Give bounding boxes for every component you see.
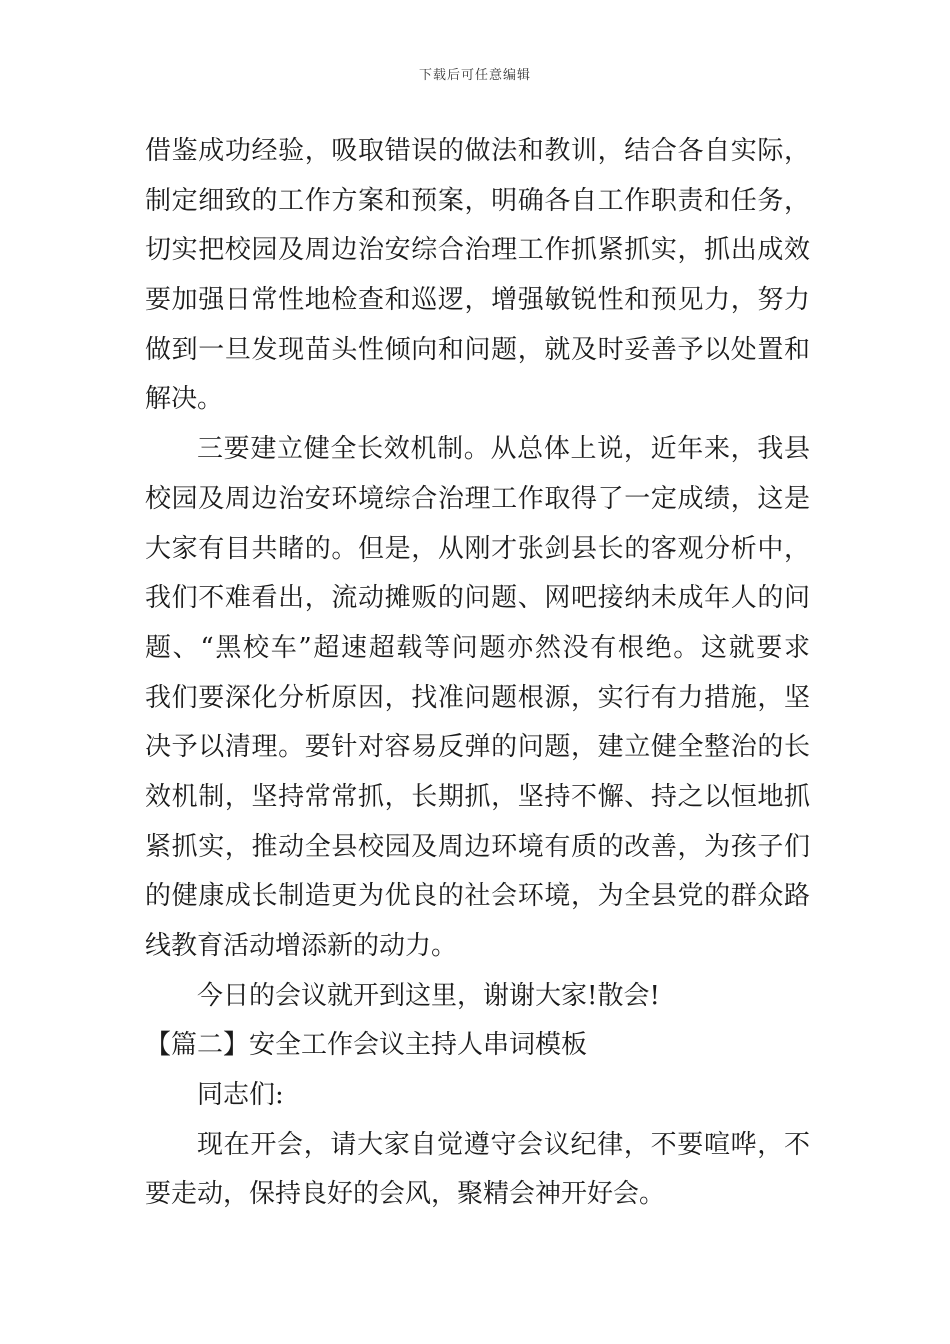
paragraph-line: 紧抓实，推动全县校园及周边环境有质的改善，为孩子们 (145, 831, 810, 862)
paragraph-line: 做到一旦发现苗头性倾向和问题，就及时妥善予以处置和 (145, 334, 810, 365)
section-heading: 【篇二】安全工作会议主持人串词模板 (145, 1030, 588, 1061)
paragraph-line: 决予以清理。要针对容易反弹的问题，建立健全整治的长 (145, 732, 810, 763)
paragraph-line: 的健康成长制造更为优良的社会环境，为全县党的群众路 (145, 881, 810, 912)
paragraph-line: 我们要深化分析原因，找准问题根源，实行有力措施，坚 (145, 682, 810, 713)
closing-remark: 今日的会议就开到这里，谢谢大家!散会! (197, 980, 660, 1011)
paragraph-first-line: 现在开会，请大家自觉遵守会议纪律，不要喧哗，不 (197, 1129, 810, 1160)
paragraph-line: 要走动，保持良好的会风，聚精会神开好会。 (145, 1179, 666, 1210)
paragraph-line: 切实把校园及周边治安综合治理工作抓紧抓实，抓出成效 (145, 235, 810, 266)
paragraph-line: 题、“黑校车”超速超载等问题亦然没有根绝。这就要求 (145, 632, 810, 663)
salutation: 同志们: (197, 1080, 284, 1111)
paragraph-line: 线教育活动增添新的动力。 (145, 931, 458, 961)
paragraph-line: 效机制，坚持常常抓，长期抓，坚持不懈、持之以恒地抓 (145, 781, 810, 812)
paragraph-line: 大家有目共睹的。但是，从刚才张剑县长的客观分析中， (145, 533, 810, 564)
document-body (145, 127, 810, 1220)
page-header-note: 下载后可任意编辑 (418, 68, 531, 83)
paragraph-line: 校园及周边治安环境综合治理工作取得了一定成绩，这是 (145, 483, 810, 514)
paragraph-line: 要加强日常性地检查和巡逻，增强敏锐性和预见力，努力 (145, 285, 810, 316)
paragraph-line: 解决。 (145, 384, 224, 415)
paragraph-line: 借鉴成功经验，吸取错误的做法和教训，结合各自实际， (145, 136, 810, 166)
paragraph-line: 我们不难看出，流动摊贩的问题、网吧接纳未成年人的问 (145, 583, 810, 614)
paragraph-first-line: 三要建立健全长效机制。从总体上说，近年来，我县 (197, 434, 810, 465)
paragraph-line: 制定细致的工作方案和预案，明确各自工作职责和任务， (145, 185, 810, 216)
